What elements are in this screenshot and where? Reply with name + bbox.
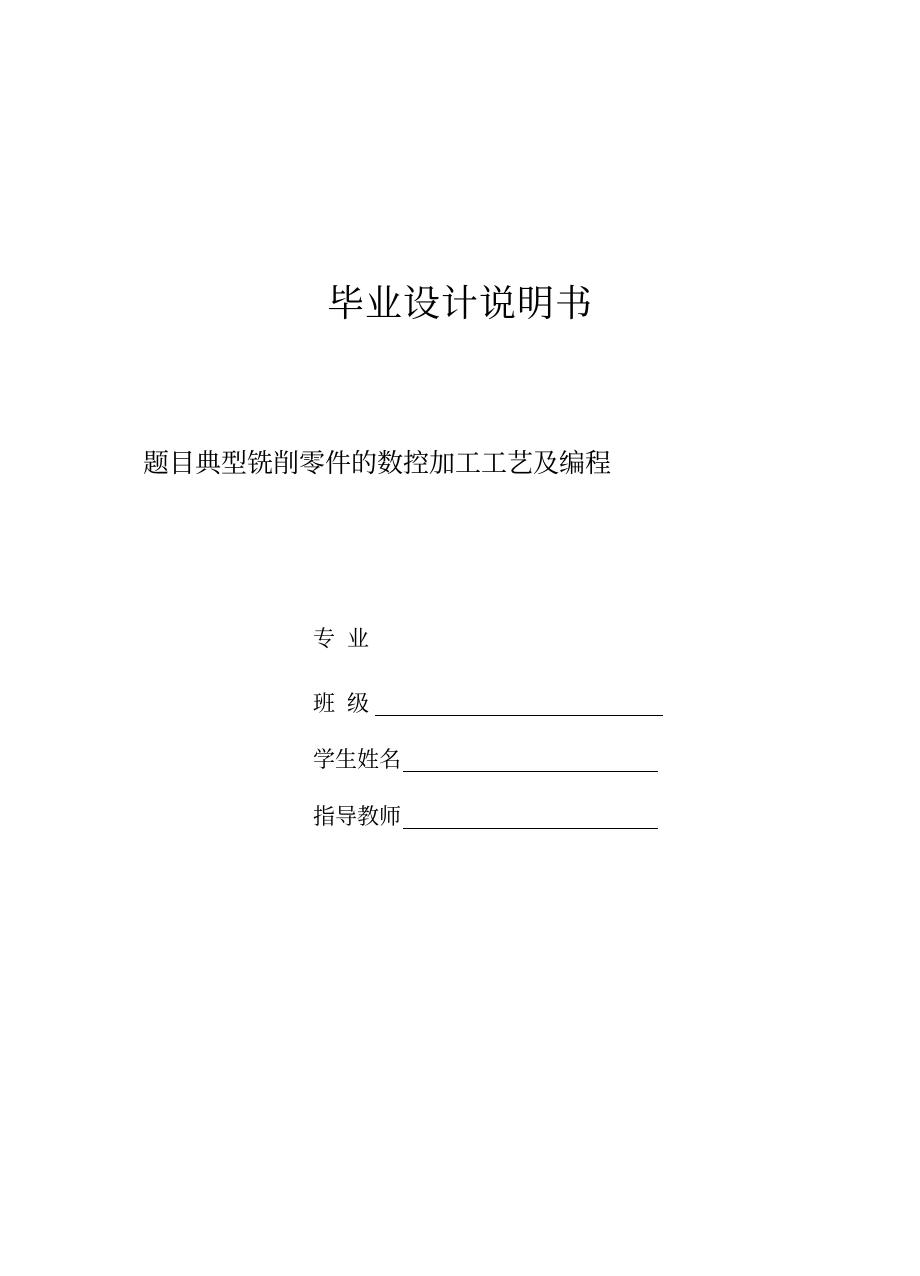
class-label: 班级 [313, 692, 382, 717]
advisor-field [313, 803, 658, 833]
major-label: 专业 [313, 627, 382, 652]
advisor-fill-line [403, 828, 658, 829]
major-field [313, 625, 381, 655]
student-name-fill-line [403, 771, 658, 772]
subject-value: 典型铣削零件的数控加工工艺及编程 [195, 449, 612, 479]
document-title: 毕业设计说明书 [327, 282, 593, 325]
class-fill-line [375, 715, 663, 716]
advisor-label: 指导教师 [313, 805, 402, 830]
student-name-field [313, 746, 658, 776]
subject-label: 题目 [143, 449, 196, 479]
student-name-label: 学生姓名 [313, 748, 402, 773]
class-field [313, 690, 663, 720]
subject-line [143, 445, 611, 483]
